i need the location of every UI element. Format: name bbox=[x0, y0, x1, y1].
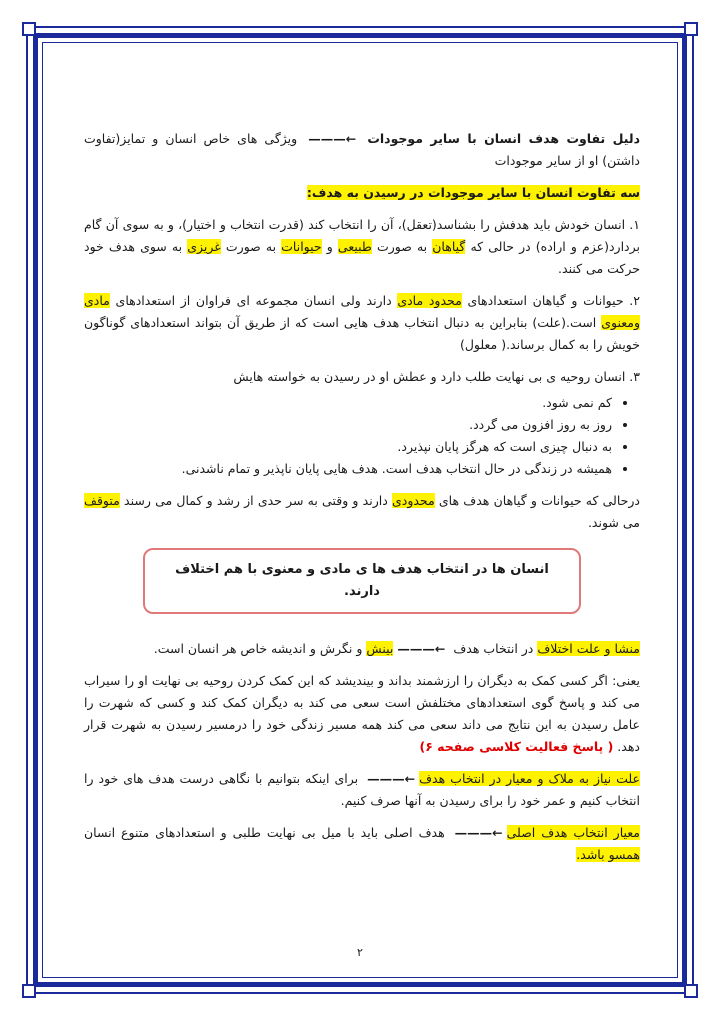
callout-box: انسان ها در انتخاب هدف ها ی مادی و معنوی با هم اختلاف دارند. bbox=[143, 548, 581, 614]
intro-paragraph bbox=[84, 128, 640, 172]
contrast-text: درحالی که حیوانات و گیاهان هدف های bbox=[434, 493, 640, 508]
highlight-animals: حیوانات bbox=[281, 239, 322, 254]
highlight-limited-material: محدود مادی bbox=[397, 293, 462, 308]
highlight-insight: بینش bbox=[366, 641, 394, 656]
border-corner-bottom-right bbox=[684, 984, 698, 998]
criteria-need-paragraph bbox=[84, 768, 640, 812]
contrast-text: می شوند. bbox=[587, 515, 640, 530]
bullet-list bbox=[84, 392, 640, 480]
border-corner-top-left bbox=[22, 22, 36, 36]
point-2-text: دارند ولی انسان مجموعه ای فراوان از استعدادهای bbox=[109, 293, 398, 308]
highlight-limited: محدودی bbox=[391, 493, 435, 508]
list-item: • روز به روز افزون می گردد. bbox=[84, 414, 612, 436]
arrow-icon: ←——— bbox=[397, 641, 446, 656]
example-text: یعنی: اگر کسی کمک به دیگران را ارزشمند بداند و بیندیشد که این کمک کردن روحیه بی نهایت او را سیراب می کند و پاسخ گوی استعدادهای مختلفش است سعی می کند به دیگران کمک کند و کسی که شهرت را عامل رسیدن به این نتایج می داند سعی می کند همه مسیر زندگی خود را درمسیر رسیدن به شهرت قرار دهد. bbox=[84, 673, 640, 754]
point-3: ۳. انسان روحیه ی بی نهایت طلب دارد و عطش او در رسیدن به خواسته هایش bbox=[233, 369, 640, 384]
border-corner-top-right bbox=[684, 22, 698, 36]
page-number: ۲ bbox=[357, 946, 363, 959]
point-1-text: به صورت bbox=[220, 239, 282, 254]
section-heading: سه تفاوت انسان با سایر موجودات در رسیدن به هدف: bbox=[306, 185, 640, 200]
contrast-text: دارند و وقتی به سر حدی از رشد و کمال می رسند bbox=[119, 493, 392, 508]
document-body bbox=[84, 128, 640, 876]
highlight-plants: گیاهان bbox=[432, 239, 466, 254]
criteria-need-text: برای اینکه بتوانیم با نگاهی درست هدف های خود را انتخاب کنیم و عمر خود را برای رسیدن به آنها صرف کنیم. bbox=[84, 771, 640, 808]
highlight-instinctive: غریزی bbox=[187, 239, 221, 254]
contrast-paragraph bbox=[84, 490, 640, 534]
point-1-text: و bbox=[321, 239, 338, 254]
list-item: • همیشه در زندگی در حال انتخاب هدف است. هدف هایی پایان ناپذیر و تمام ناشدنی. bbox=[84, 458, 612, 480]
intro-text: ویژگی های خاص انسان و تمایز(تفاوت داشتن) او از سایر موجودات bbox=[84, 131, 640, 168]
highlight-criteria-need: علت نیاز به ملاک و معیار در انتخاب هدف bbox=[419, 771, 640, 786]
origin-text: در انتخاب هدف bbox=[449, 641, 538, 656]
origin-text: و نگرش و اندیشه خاص هر انسان است. bbox=[153, 641, 367, 656]
list-item: • کم نمی شود. bbox=[84, 392, 612, 414]
highlight-aligned: همسو باشد. bbox=[576, 847, 640, 862]
main-goal-criteria-paragraph bbox=[84, 822, 640, 866]
intro-heading: دلیل تفاوت هدف انسان با سایر موجودات bbox=[367, 131, 640, 146]
highlight-material-spiritual: مادی ومعنوی bbox=[84, 293, 640, 330]
arrow-icon: ←——— bbox=[454, 825, 503, 840]
point-1-text: به سوی هدف خود حرکت می کنند. bbox=[84, 239, 640, 276]
section-heading-paragraph bbox=[84, 182, 640, 204]
main-goal-text: هدف اصلی باید با میل بی نهایت طلبی و استعدادهای متنوع انسان bbox=[84, 825, 451, 840]
highlight-natural: طبیعی bbox=[337, 239, 372, 254]
point-2-text: است.(علت) بنابراین به دنبال انتخاب هدف هایی است که از طریق آن بتواند استعدادهای گوناگون خویش را به کمال برساند.( معلول) bbox=[84, 315, 640, 352]
activity-answer-note: ( پاسخ فعالیت کلاسی صفحه ۶) bbox=[419, 739, 614, 754]
arrow-icon: ←——— bbox=[308, 131, 357, 146]
highlight-stopped: متوقف bbox=[84, 493, 120, 508]
point-2 bbox=[84, 290, 640, 356]
highlight-main-goal-criteria: معیار انتخاب هدف اصلی bbox=[506, 825, 640, 840]
point-1-text: ۱. انسان خودش باید هدفش را بشناسد(تعقل)، آن را انتخاب کند (قدرت انتخاب و اختیار)، و به سوی آن گام بردارد(عزم و اراده) در حالی که bbox=[84, 217, 641, 254]
arrow-icon: ←——— bbox=[367, 771, 416, 786]
highlight-origin: منشا و علت اختلاف bbox=[537, 641, 640, 656]
difference-origin-paragraph bbox=[84, 638, 640, 660]
point-1 bbox=[84, 214, 640, 280]
point-2-text: ۲. حیوانات و گیاهان استعدادهای bbox=[461, 293, 640, 308]
point-1-text: به صورت bbox=[371, 239, 433, 254]
border-corner-bottom-left bbox=[22, 984, 36, 998]
list-item: • به دنبال چیزی است که هرگز پایان نپذیرد. bbox=[84, 436, 612, 458]
example-paragraph bbox=[84, 670, 640, 758]
